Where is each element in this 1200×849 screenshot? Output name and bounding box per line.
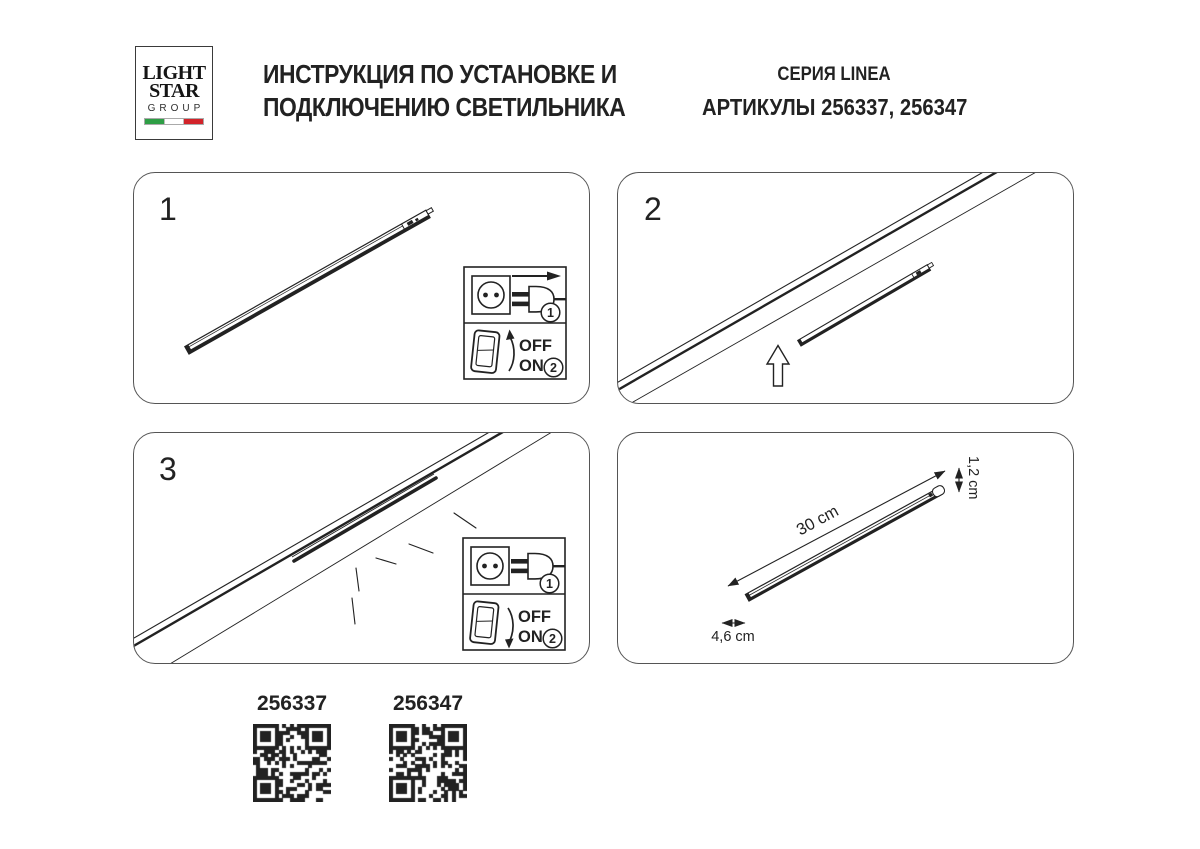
svg-text:1: 1 bbox=[547, 306, 554, 320]
qr-code bbox=[253, 724, 331, 802]
step-2-panel bbox=[617, 172, 1074, 404]
power-steps-inset bbox=[464, 267, 566, 379]
step-3-panel bbox=[133, 432, 590, 664]
dimensions-illustration bbox=[618, 433, 1073, 663]
page-title bbox=[263, 58, 626, 124]
socket-icon bbox=[471, 547, 509, 585]
qr-label: 256337 bbox=[256, 692, 328, 715]
step-3-illustration bbox=[134, 433, 589, 663]
flag-green-segment bbox=[145, 119, 164, 124]
light-bar bbox=[185, 207, 435, 354]
dimension-width bbox=[711, 623, 755, 645]
qr-label: 256347 bbox=[392, 692, 464, 715]
socket-icon bbox=[472, 276, 510, 314]
series-info bbox=[702, 64, 966, 120]
series-label: СЕРИЯ LINEA bbox=[777, 64, 891, 85]
dimension-length bbox=[728, 471, 945, 586]
mount-arrow-up-icon bbox=[767, 346, 789, 387]
off-label: OFF bbox=[518, 608, 551, 626]
step-badge-1 bbox=[541, 303, 560, 322]
lightstar-logo bbox=[135, 46, 213, 140]
step-number-1: 1 bbox=[159, 191, 177, 227]
qr-block-256337 bbox=[246, 692, 338, 802]
on-label: ON bbox=[518, 628, 543, 646]
height-value: 1,2 cm bbox=[965, 456, 981, 500]
articles-label: АРТИКУЛЫ 256337, 256347 bbox=[702, 94, 968, 120]
svg-text:1: 1 bbox=[546, 577, 553, 591]
logo-text-star: STAR bbox=[149, 79, 199, 102]
flag-red-segment bbox=[184, 119, 203, 124]
mounted-light-bar bbox=[292, 474, 436, 561]
qr-code bbox=[389, 724, 467, 802]
step-1-panel bbox=[133, 172, 590, 404]
light-rays bbox=[352, 513, 476, 624]
width-value: 4,6 cm bbox=[711, 629, 755, 645]
page-title-line-1: ИНСТРУКЦИЯ ПО УСТАНОВКЕ И bbox=[263, 59, 617, 89]
power-steps-inset bbox=[463, 538, 565, 650]
qr-block-256347 bbox=[382, 692, 474, 802]
step-badge-2 bbox=[544, 358, 563, 377]
on-label: ON bbox=[519, 357, 544, 375]
flag-white-segment bbox=[164, 119, 185, 124]
length-value: 30 cm bbox=[793, 501, 842, 540]
track-rail bbox=[618, 173, 1052, 403]
logo-text-group: GROUP bbox=[147, 103, 205, 115]
switch-icon bbox=[470, 601, 499, 644]
dimension-height bbox=[959, 456, 981, 500]
step-2-illustration bbox=[618, 173, 1073, 403]
dimensions-panel bbox=[617, 432, 1074, 664]
step-number-2: 2 bbox=[644, 191, 662, 227]
step-number-3: 3 bbox=[159, 451, 177, 487]
switch-icon bbox=[471, 330, 500, 373]
step-1-illustration bbox=[134, 173, 589, 403]
step-badge-2 bbox=[543, 629, 562, 648]
logo-text-light: LIGHT bbox=[142, 62, 206, 85]
svg-text:2: 2 bbox=[550, 361, 557, 375]
italian-flag-icon bbox=[144, 118, 204, 125]
off-label: OFF bbox=[519, 337, 552, 355]
svg-text:2: 2 bbox=[549, 632, 556, 646]
page-title-line-2: ПОДКЛЮЧЕНИЮ СВЕТИЛЬНИКА bbox=[263, 92, 626, 122]
luminaire-bar bbox=[745, 484, 946, 601]
step-badge-1 bbox=[540, 574, 559, 593]
